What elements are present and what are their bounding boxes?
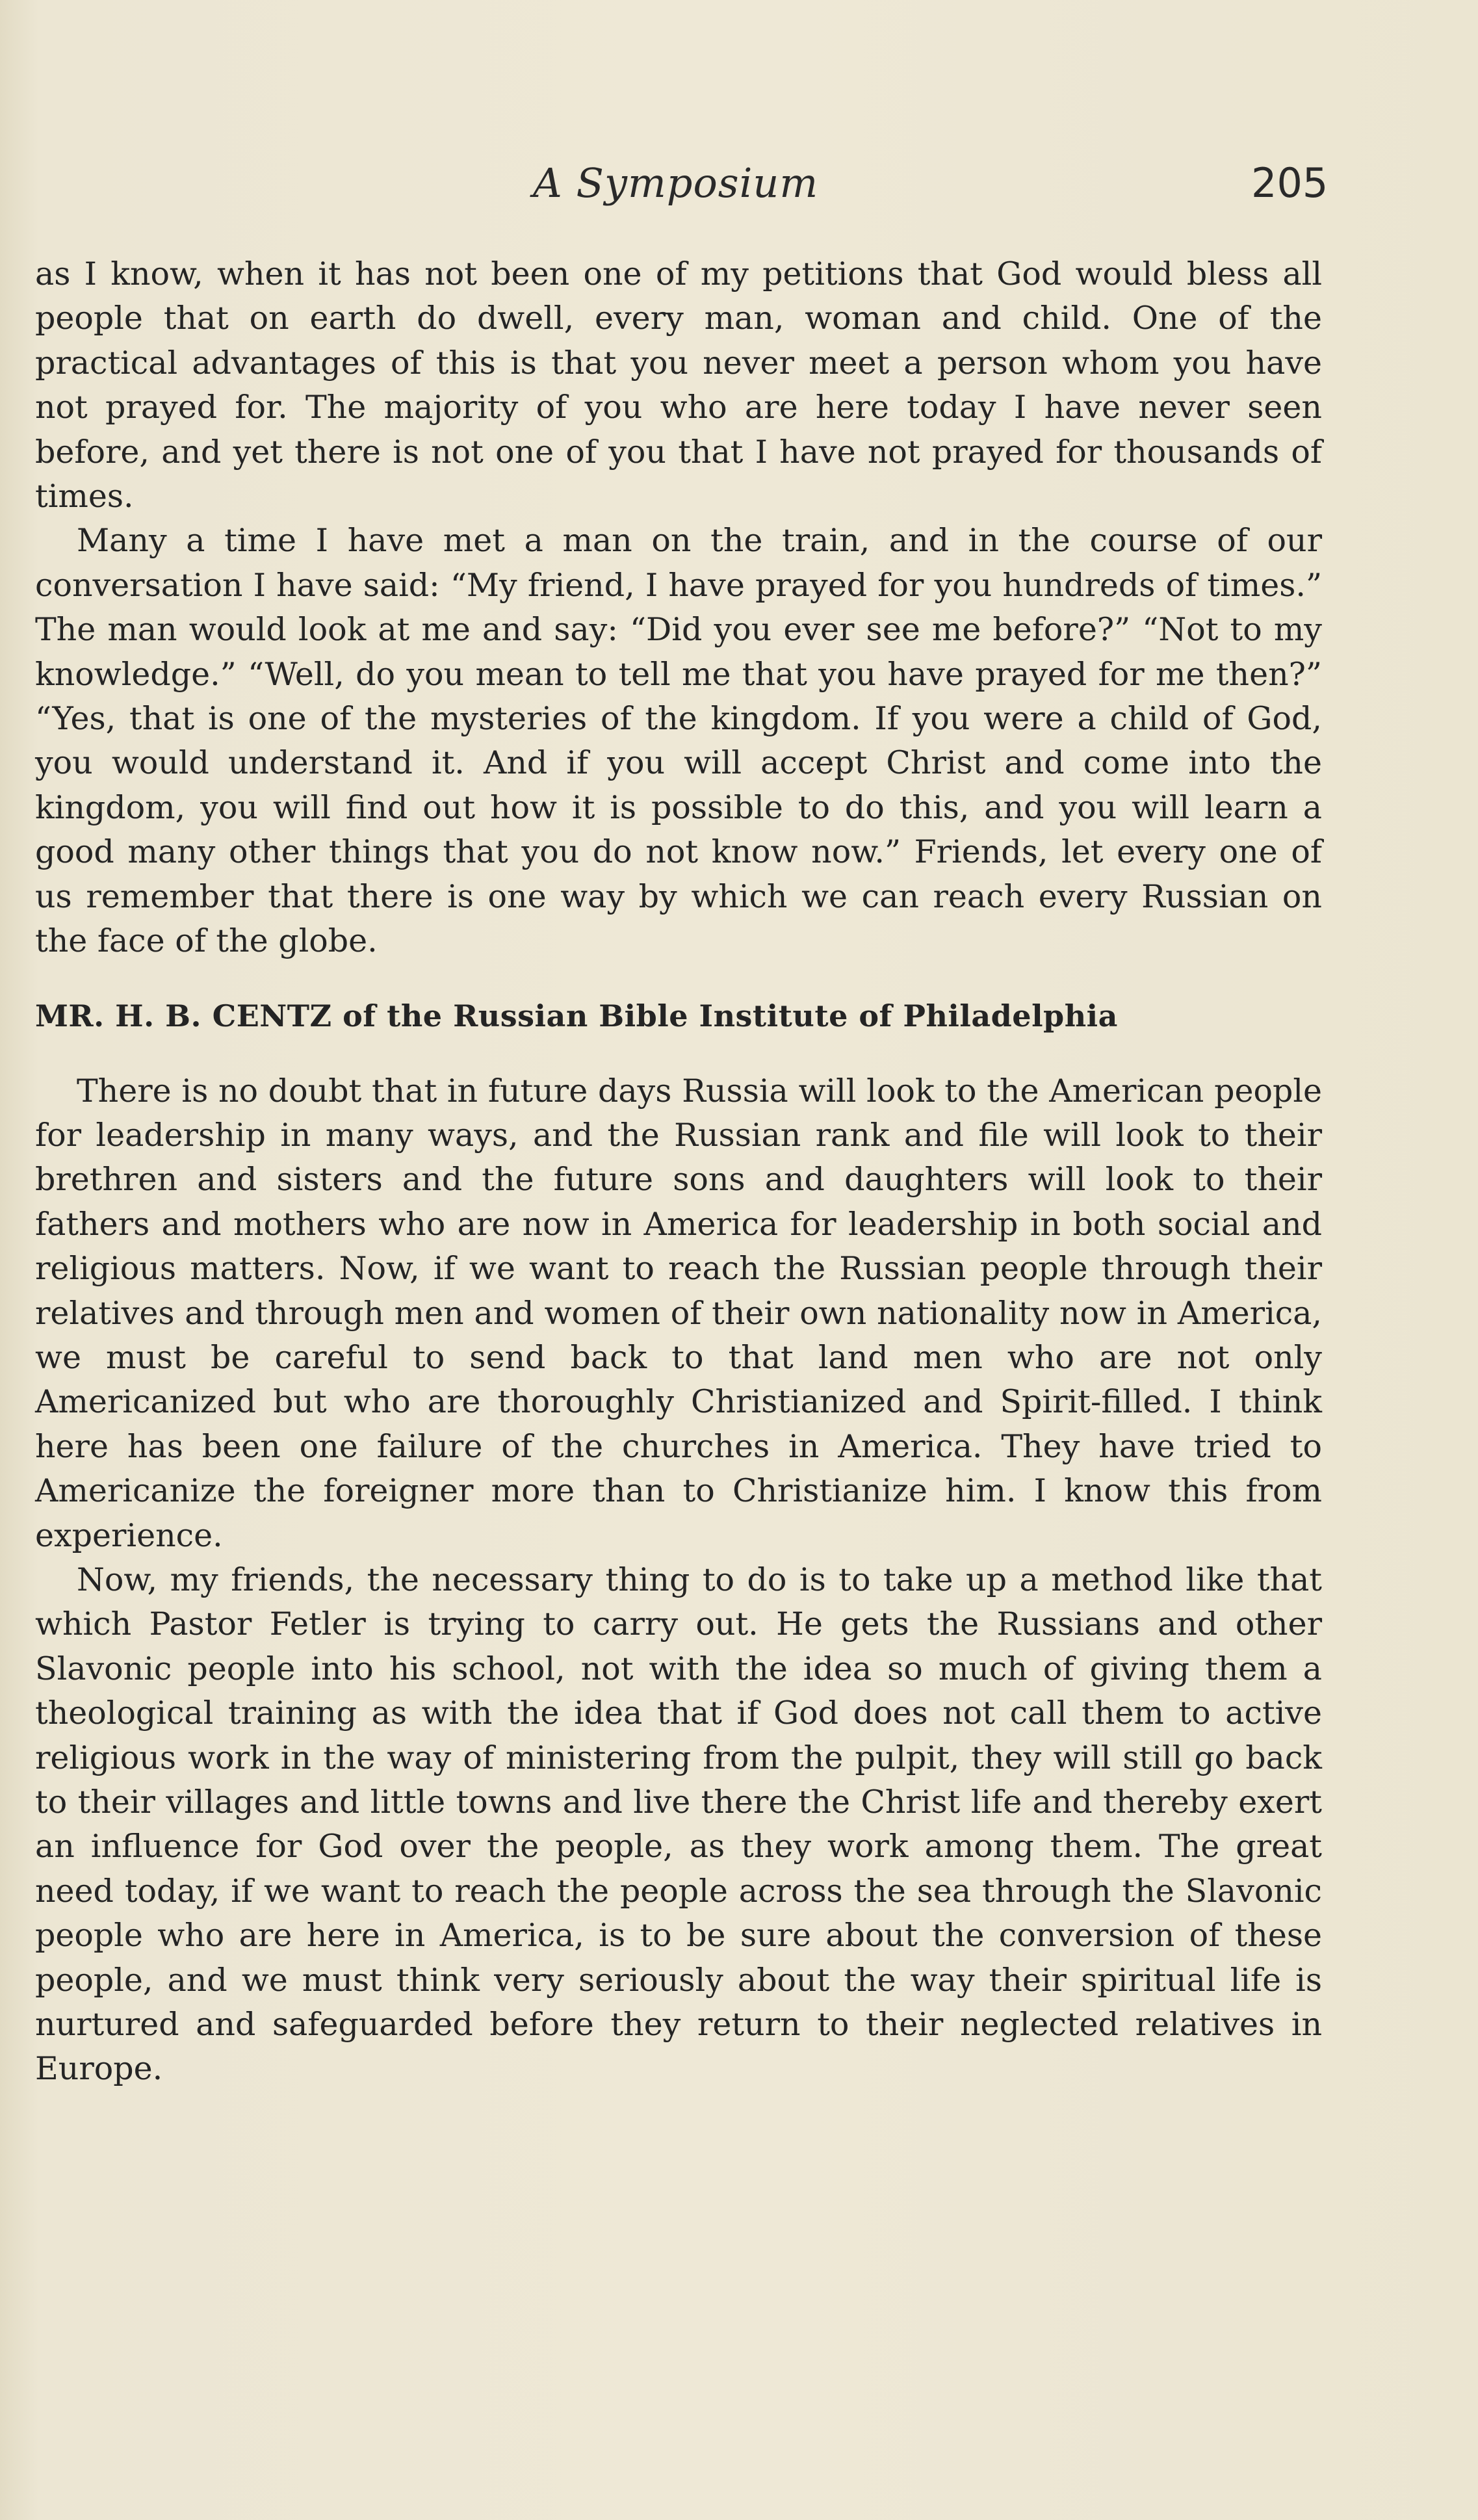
- page-number: 205: [1251, 159, 1329, 207]
- paragraph-continuation: as I know, when it has not been one of my petitions that God would bless all people that on earth do dwell, every man, woman and child. One of the practical advantages of this is that you never meet a person whom you have not prayed for. The majority of you who are here today I have never seen before, and yet there is not one of you that I have not prayed for thousands of times.: [35, 255, 1322, 515]
- paragraph-train-anecdote: Many a time I have met a man on the train, and in the course of our conversation I have said: “My friend, I have prayed for you hundreds of times.” The man would look at me and say: “Did you ever see me before?” “Not to my knowledge.” “Well, do you mean to tell me that you have prayed for me then?” “Yes, that is one of the mysteries of the kingdom. If you were a child of God, you would understand it. And if you will accept Christ and come into the kingdom, you will find out how it is possible to do this, and you will learn a good many other things that you do not know now.” Friends, let every one of us remember that there is one way by which we can reach every Russian on the face of the globe.: [35, 522, 1322, 960]
- paragraph-method: Now, my friends, the necessary thing to do is to take up a method like that which Pastor Fetler is trying to carry out. He gets the Russians and other Slavonic people into his school, not with the idea so much of giving them a theological training as with the idea that if God does not call them to active religious work in the way of ministering from the pulpit, they will still go back to their villages and little towns and live there the Christ life and thereby exert an influence for God over the people, as they work among them. The great need today, if we want to reach the people across the sea through the Slavonic people who are here in America, is to be sure about the conversion of these people, and we must think very seriously about the way their spiritual life is nurtured and safeguarded before they return to their neglected relatives in Europe.: [35, 1561, 1322, 2088]
- paragraph-leadership: There is no doubt that in future days Russia will look to the American people for leadership in many ways, and the Russian rank and file will look to their brethren and sisters and the future sons and daughters will look to their fathers and mothers who are now in America for leadership in both social and religious matters. Now, if we want to reach the Russian people through their relatives and through men and women of their own nationality now in America, we must be careful to send back to that land men who are not only Americanized but who are thoroughly Christianized and Spirit-filled. I think here has been one failure of the churches in America. They have tried to Americanize the foreigner more than to Christianize him. I know this from experience.: [35, 1072, 1322, 1554]
- running-title: A Symposium: [533, 159, 819, 207]
- page-header: [0, 159, 1478, 218]
- speaker-heading: MR. H. B. CENTZ of the Russian Bible Institute of Philadelphia: [35, 998, 1118, 1033]
- body-text: [35, 252, 1322, 2092]
